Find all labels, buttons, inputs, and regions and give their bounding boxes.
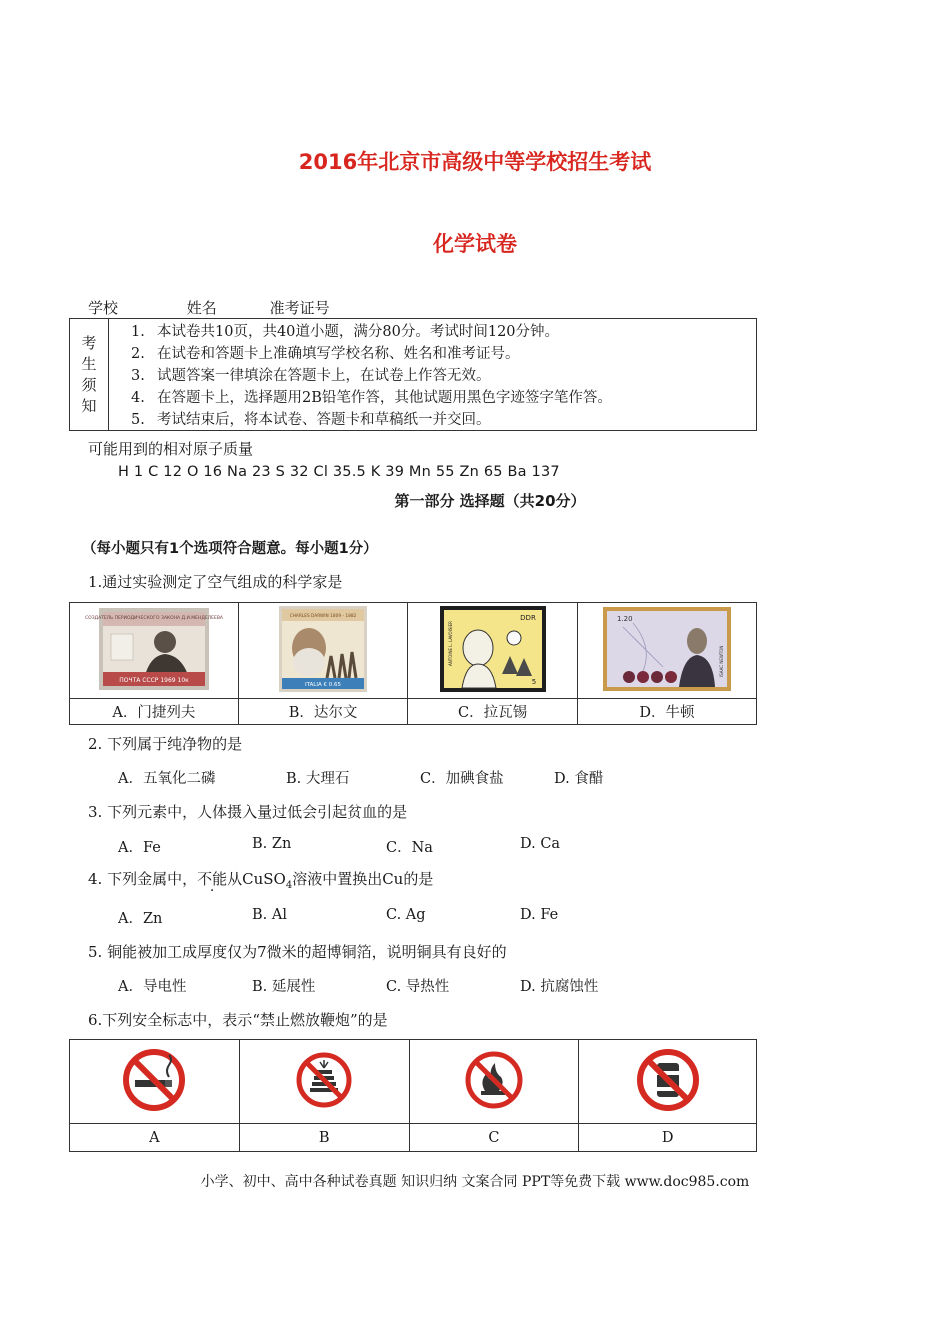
question-1-stem: 1.通过实验测定了空气组成的科学家是 [88, 573, 343, 591]
sign-cell-b [239, 1040, 409, 1124]
svg-text:ANTOINE L. LAVOISIER: ANTOINE L. LAVOISIER [447, 620, 453, 666]
option-b: B. 延展性 [252, 979, 316, 995]
stamp-cell-a [70, 603, 239, 699]
option-d: D. 食醋 [554, 771, 604, 787]
option-c: C．加碘食盐 [420, 771, 504, 787]
part1-title: 第一部分 选择题（共20分） [394, 492, 586, 510]
option-b: B．达尔文 [238, 699, 407, 725]
sign-cell-a [70, 1040, 240, 1124]
notice-item: 2. 在试卷和答题卡上准确填写学校名称、姓名和准考证号。 [131, 346, 520, 362]
svg-text:ISAAC NEWTON: ISAAC NEWTON [718, 645, 724, 677]
notice-item: 4. 在答题卡上，选择题用2B铅笔作答，其他试题用黑色字迹签字笔作答。 [131, 390, 612, 406]
question-4-stem: 4. 下列金属中，不能从CuSO$_4$溶液中置换出Cu的是 [88, 870, 434, 891]
option-d: D [579, 1124, 757, 1152]
student-info-line [88, 297, 330, 318]
question-6-table [69, 1039, 757, 1152]
option-c: C. 导热性 [386, 979, 450, 995]
svg-text:ПОЧТА СССР 1969 10к: ПОЧТА СССР 1969 10к [119, 676, 189, 684]
option-a: A [70, 1124, 240, 1152]
option-a: A．门捷列夫 [70, 699, 239, 725]
no-flammables-icon [635, 1047, 701, 1113]
darwin-stamp-icon [279, 606, 367, 692]
option-b: B. Zn [252, 836, 292, 852]
option-b: B. Al [252, 907, 287, 923]
option-a: A．导电性 [118, 979, 187, 995]
question-2-stem: 2. 下列属于纯净物的是 [88, 735, 243, 753]
question-1-table [69, 602, 757, 725]
name-label: 姓名 [186, 299, 217, 317]
no-smoking-icon [121, 1047, 187, 1113]
question-6-stem: 6.下列安全标志中，表示“禁止燃放鞭炮”的是 [88, 1011, 388, 1029]
svg-text:СОЗДАТЕЛЬ ПЕРИОДИЧЕСКОГО ЗАКОН: СОЗДАТЕЛЬ ПЕРИОДИЧЕСКОГО ЗАКОНА Д.И.МЕНДЕЛЕЕВА [84, 615, 223, 621]
exam-number-label: 准考证号 [269, 299, 330, 317]
atomic-mass-values: H 1 C 12 O 16 Na 23 S 32 Cl 35.5 K 39 Mn 55 Zn 65 Ba 137 [118, 464, 560, 480]
option-b: B [239, 1124, 409, 1152]
exam-notice-box [69, 318, 757, 431]
emphasis-not: 不能 [197, 870, 228, 888]
svg-text:DDR: DDR [519, 613, 536, 622]
sign-cell-d [579, 1040, 757, 1124]
option-a: A．Fe [118, 840, 161, 856]
lavoisier-stamp-icon [440, 606, 546, 692]
option-c: C [409, 1124, 579, 1152]
svg-text:5: 5 [531, 677, 536, 686]
stamp-cell-b [238, 603, 407, 699]
option-c: C. Ag [386, 907, 426, 923]
option-c: C．拉瓦锡 [408, 699, 578, 725]
school-label: 学校 [88, 299, 119, 317]
option-a: A．Zn [118, 911, 163, 927]
atomic-mass-title: 可能用到的相对原子质量 [88, 440, 254, 458]
option-c: C．Na [386, 840, 433, 856]
svg-text:1.20: 1.20 [616, 614, 633, 623]
notice-list [109, 319, 612, 430]
exam-subject: 化学试卷 [433, 232, 517, 256]
stamp-cell-d [577, 603, 756, 699]
mendeleev-stamp-icon [84, 608, 223, 690]
newton-stamp-icon [603, 607, 731, 691]
page-footer: 小学、初中、高中各种试卷真题 知识归纳 文案合同 PPT等免费下载 www.doc985.com [200, 1174, 750, 1190]
svg-text:CHARLES DARWIN 1809 - 1882: CHARLES DARWIN 1809 - 1882 [289, 613, 357, 619]
svg-text:ITALIA € 0.65: ITALIA € 0.65 [305, 681, 342, 688]
notice-item: 3. 试题答案一律填涂在答题卡上，在试卷上作答无效。 [131, 368, 491, 384]
question-5-stem: 5. 铜能被加工成厚度仅为7微米的超博铜箔，说明铜具有良好的 [88, 943, 507, 961]
option-b: B. 大理石 [286, 771, 350, 787]
option-d: D. 抗腐蚀性 [520, 979, 599, 995]
option-d: D. Fe [520, 907, 559, 923]
part1-note: （每小题只有1个选项符合题意。每小题1分） [82, 541, 378, 557]
notice-item: 5. 考试结束后，将本试卷、答题卡和草稿纸一并交回。 [131, 412, 491, 428]
stamp-cell-c [408, 603, 578, 699]
no-open-flame-icon [463, 1049, 525, 1111]
option-d: D. Ca [520, 836, 561, 852]
notice-label: 考 生 须 知 [70, 319, 109, 430]
question-3-stem: 3. 下列元素中，人体摄入量过低会引起贫血的是 [88, 803, 408, 821]
no-fireworks-icon [294, 1050, 354, 1110]
exam-title: 2016年北京市高级中等学校招生考试 [298, 150, 652, 174]
notice-item: 1. 本试卷共10页，共40道小题，满分80分。考试时间120分钟。 [131, 324, 560, 340]
sign-cell-c [409, 1040, 579, 1124]
option-d: D．牛顿 [577, 699, 756, 725]
option-a: A．五氧化二磷 [118, 771, 216, 787]
